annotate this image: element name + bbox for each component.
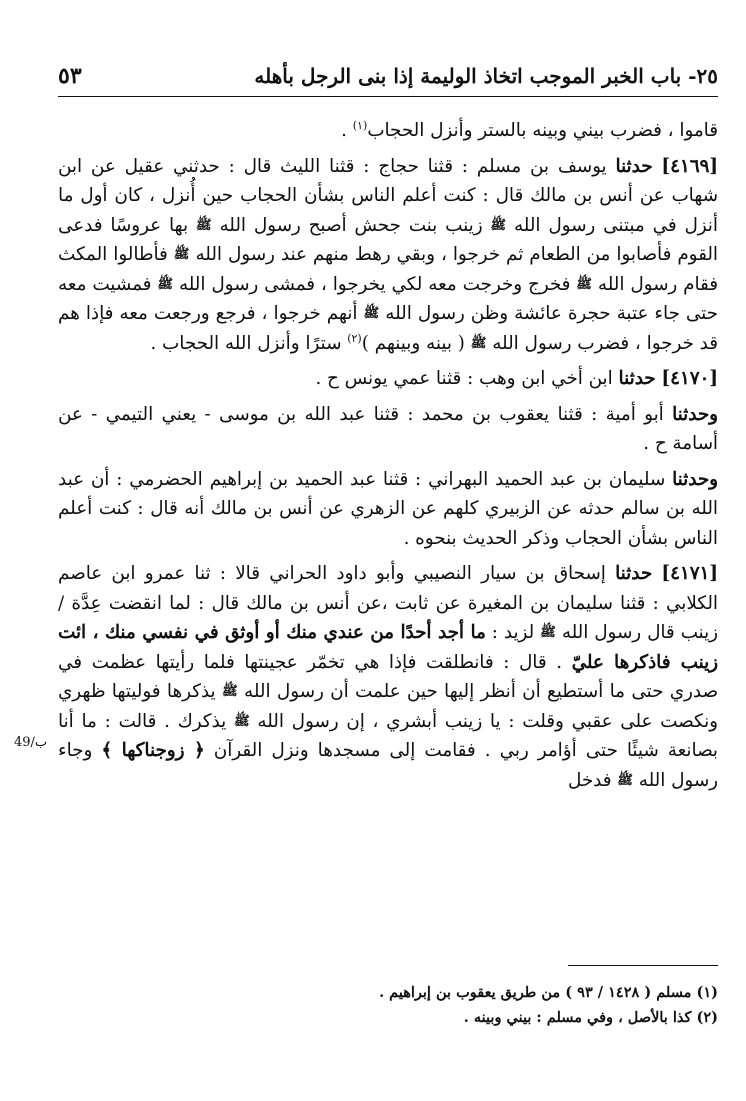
margin-folio-note: 49/ب (14, 735, 48, 750)
isnad-keyword: وحدثنا (672, 468, 718, 490)
salla-glyph: ﷺ (363, 306, 380, 321)
salla-glyph: ﷺ (195, 217, 212, 233)
salla-glyph: ﷺ (470, 335, 487, 351)
isnad-keyword: حدثنا (615, 155, 653, 177)
isnad-keyword: حدثنا (615, 563, 653, 584)
isnad-paragraph: وحدثنا سليمان بن عبد الحميد البهراني : قثنا عبد الحميد بن إبراهيم الحضرمي : أن عبد الله بن سالم حدثه عن الزبيري كلهم عن الزهري عن أنس بن مالك أنه قال : كنت أعلم الناس بشأن الحجاب وذكر الحديث بنحوه . (58, 468, 718, 549)
hadith-number: [٤١٦٩] (661, 155, 718, 177)
hadith-4171: [٤١٧١] حدثنا إسحاق بن سيار النصيبي وأبو داود الحراني قالا : ثنا عمرو ابن عاصم الكلابي : قثنا سليمان بن المغيرة عن ثابت ،عن أنس بن مالك قال : لما انقضت عِدَّة / زينب قال رسول الله ﷺ لزيد : ما أجد أحدًا من عندي منك أو أوثق في نفسي منك ، ائت زينب فاذكرها عليّ . قال : فانطلقت فإذا هي تخمّر عجينتها فلما رأيتها عظمت في صدري حتى ما أستطيع أن أنظر إليها حين علمت أن رسول الله ﷺ يذكرها فوليتها ظهري ونكصت على عقبي وقلت : يا زينب أبشري ، إن رسول الله ﷺ يذكرك . قالت : ما أنا بصانعة شيئًا حتى أؤامر ربي . فقامت إلى مسجدها ونزل القرآن ﴿ زوجناكها ﴾ وجاء رسول الله ﷺ فدخل (58, 563, 719, 791)
hadith-number: [٤١٧١] (661, 563, 719, 584)
footnote-ref[interactable]: (٢) (347, 331, 362, 345)
salla-glyph: ﷺ (233, 713, 250, 729)
paragraph-continuation: قاموا ، فضرب بيني وبينه بالستر وأنزل الحجاب$^{(١)}$ . (341, 118, 718, 141)
hadith-4169: [٤١٦٩] حدثنا يوسف بن مسلم : قثنا حجاج : قثنا الليث قال : حدثني عقيل عن ابن شهاب عن أنس بن مالك قال : كنت أعلم الناس بشأن الحجاب حين أُنزل ، كان أول ما أنزل في مبتنى رسول الله ﷺ زينب بنت جحش أصبح رسول الله ﷺ بها عروسًا فدعى القوم فأصابوا من الطعام ثم خرجوا ، وبقي رهط منهم عند رسول الله ﷺ فأطالوا المكث فقام رسول الله ﷺ فخرج وخرجت معه لكي يخرجوا ، فمشى رسول الله ﷺ فمشيت معه حتى جاء عتبة حجرة عائشة وظن رسول الله ﷺ أنهم خرجوا ، فرجع ورجعت معه فإذا هم قد خرجوا ، فضرب رسول الله ﷺ ( بينه وبينهم )$^{(٢)}$ سترًا وأنزل الله الحجاب . (58, 155, 718, 354)
footnotes (58, 980, 718, 1030)
chapter-title: ٢٥- باب الخبر الموجب اتخاذ الوليمة إذا بنى الرجل بأهله (254, 64, 718, 88)
salla-glyph: ﷺ (221, 684, 238, 699)
isnad-paragraph: وحدثنا أبو أمية : قثنا يعقوب بن محمد : قثنا عبد الله بن موسى - يعني التيمي - عن أسامة ح . (58, 403, 718, 454)
isnad-keyword: وحدثنا (672, 403, 718, 425)
salla-glyph: ﷺ (617, 772, 633, 788)
footnote-ref[interactable]: (١) (352, 118, 368, 132)
salla-glyph: ﷺ (490, 217, 507, 233)
hadith-number: [٤١٧٠] (661, 368, 718, 389)
footnote-1: (١) مسلم ( ١٤٢٨ / ٩٣ ) من طريق يعقوب بن إبراهيم . (379, 984, 718, 1001)
salla-glyph: ﷺ (540, 625, 556, 640)
quran-quote: ﴿ زوجناكها ﴾ (101, 740, 205, 761)
salla-glyph: ﷺ (157, 276, 174, 292)
isnad-keyword: حدثنا (618, 368, 656, 389)
prophetic-speech: ما أجد أحدًا من عندي منك أو أوثق في نفسي منك ، ائت زينب فاذكرها عليّ (58, 622, 719, 673)
page-header (58, 56, 718, 97)
page-number: ٥٣ (58, 63, 82, 89)
footnote-divider (568, 965, 718, 966)
hadith-4170: [٤١٧٠] حدثنا ابن أخي ابن وهب : قثنا عمي يونس ح . (315, 368, 718, 389)
salla-glyph: ﷺ (173, 247, 190, 262)
footnote-2: (٢) كذا بالأصل ، وفي مسلم : بيني وبينه . (463, 1009, 718, 1026)
main-text (58, 116, 718, 795)
salla-glyph: ﷺ (576, 276, 593, 292)
